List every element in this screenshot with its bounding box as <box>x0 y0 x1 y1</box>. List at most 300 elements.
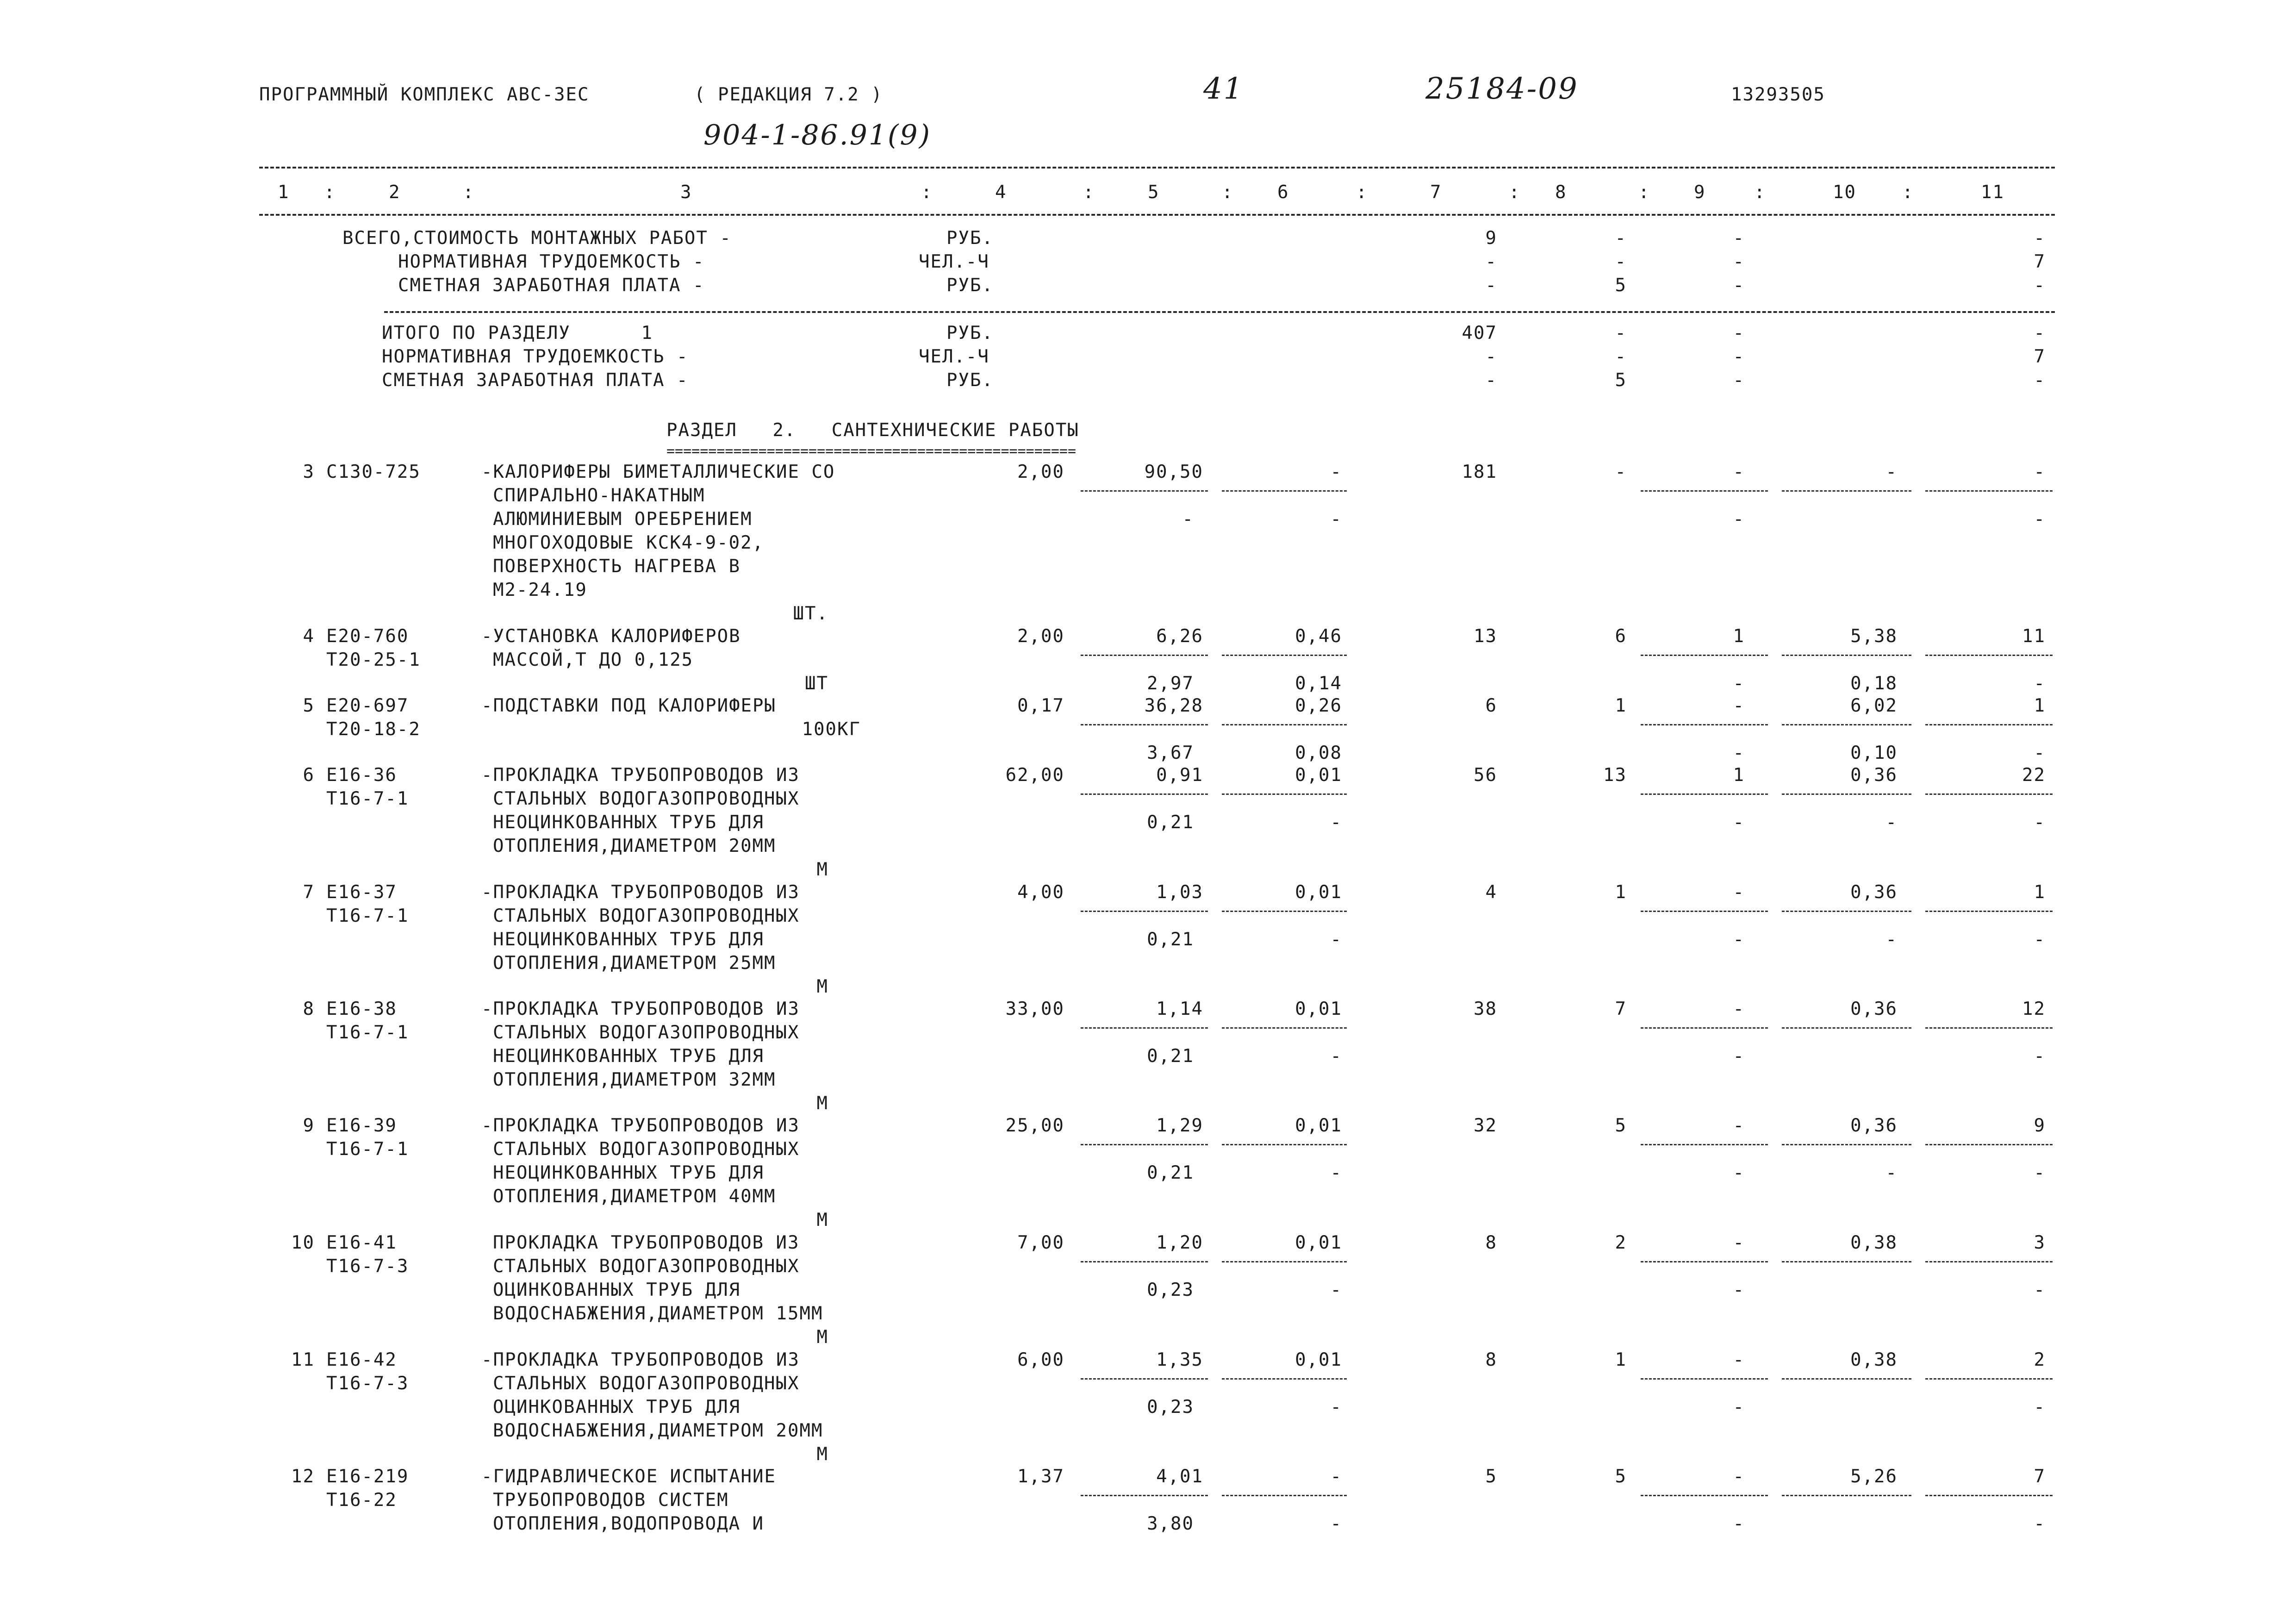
work-description-line: СТАЛЬНЫХ ВОДОГАЗОПРОВОДНЫХ <box>493 1022 800 1043</box>
value-divider <box>1081 490 1208 492</box>
value-divider <box>1641 724 1768 725</box>
value-divider <box>1782 724 1911 725</box>
value-c11: - <box>2034 462 2046 482</box>
value-c7: 5 <box>1485 1466 1497 1487</box>
value-c6: 0,26 <box>1295 695 1342 716</box>
value-divider <box>1222 490 1347 492</box>
work-description-line: СТАЛЬНЫХ ВОДОГАЗОПРОВОДНЫХ <box>493 906 800 926</box>
value-c11b: - <box>2034 812 2046 833</box>
section-title: РАЗДЕЛ 2. САНТЕХНИЧЕСКИЕ РАБОТЫ <box>666 420 1079 441</box>
value-c8: 13 <box>1603 765 1627 786</box>
value-c8: 1 <box>1615 1349 1627 1370</box>
column-number: 8 <box>1555 182 1567 203</box>
value-c8: 2 <box>1615 1232 1627 1253</box>
value-c11: 22 <box>2022 765 2046 786</box>
work-description-line: СТАЛЬНЫХ ВОДОГАЗОПРОВОДНЫХ <box>493 788 800 809</box>
value-c10b: - <box>1885 1162 1898 1183</box>
value-c9: - <box>1733 1349 1745 1370</box>
value-c9: - <box>1733 999 1745 1019</box>
value-divider <box>1081 724 1208 725</box>
value-c5: 1,29 <box>1156 1115 1203 1136</box>
value-c5: 1,20 <box>1156 1232 1203 1253</box>
work-description-line: АЛЮМИНИЕВЫМ ОРЕБРЕНИЕМ <box>493 509 753 530</box>
value-c5b: 3,67 <box>1147 743 1194 763</box>
value-c10: 6,02 <box>1850 695 1898 716</box>
value-divider <box>1925 1144 2053 1145</box>
value-c9b: - <box>1733 1162 1745 1183</box>
row-number: 4 <box>303 626 315 647</box>
rule-summary <box>384 311 2055 313</box>
value-c10: 5,38 <box>1850 626 1898 647</box>
rate-code: Е16-36 <box>326 765 397 786</box>
summary-unit: РУБ. <box>946 370 994 391</box>
measure-unit: М <box>816 1093 828 1114</box>
work-description-line: -ПРОКЛАДКА ТРУБОПРОВОДОВ ИЗ <box>481 1115 800 1136</box>
labor-code: Т20-18-2 <box>326 719 421 740</box>
value-c6: 0,01 <box>1295 1115 1342 1136</box>
value-c10: 5,26 <box>1850 1466 1898 1487</box>
work-description-line: НЕОЦИНКОВАННЫХ ТРУБ ДЛЯ <box>493 812 765 833</box>
summary-label: ВСЕГО,СТОИМОСТЬ МОНТАЖНЫХ РАБОТ - <box>342 228 732 249</box>
work-description-line: ВОДОСНАБЖЕНИЯ,ДИАМЕТРОМ 15ММ <box>493 1303 823 1324</box>
value-c6b: - <box>1330 1046 1342 1067</box>
summary-unit: ЧЕЛ.-Ч <box>919 251 989 272</box>
summary-value-c8: - <box>1615 346 1627 367</box>
value-c7: 6 <box>1485 695 1497 716</box>
value-c6: 0,01 <box>1295 1349 1342 1370</box>
value-c11b: - <box>2034 673 2046 694</box>
work-description-line: НЕОЦИНКОВАННЫХ ТРУБ ДЛЯ <box>493 1162 765 1183</box>
value-c5b: 0,21 <box>1147 929 1194 950</box>
page-number: 41 <box>1203 72 1244 106</box>
summary-label: НОРМАТИВНАЯ ТРУДОЕМКОСТЬ - <box>398 251 705 272</box>
value-divider <box>1222 1378 1347 1380</box>
summary-value-c7: - <box>1485 275 1497 296</box>
summary-value-c11: - <box>2034 370 2046 391</box>
column-separator: : <box>463 182 475 203</box>
value-divider <box>1081 1495 1208 1496</box>
work-description-line: ОТОПЛЕНИЯ,ДИАМЕТРОМ 32ММ <box>493 1069 776 1090</box>
value-c6b: - <box>1330 1513 1342 1534</box>
measure-unit: ШТ. <box>793 603 828 624</box>
summary-value-c7: - <box>1485 370 1497 391</box>
value-c6b: - <box>1330 812 1342 833</box>
labor-code: Т16-7-1 <box>326 1139 409 1160</box>
value-c11: 3 <box>2034 1232 2046 1253</box>
rate-code: С130-725 <box>326 462 421 482</box>
value-c8: 1 <box>1615 882 1627 903</box>
value-c6b: 0,08 <box>1295 743 1342 763</box>
work-description-line: НЕОЦИНКОВАННЫХ ТРУБ ДЛЯ <box>493 929 765 950</box>
row-number: 3 <box>303 462 315 482</box>
value-divider <box>1081 1144 1208 1145</box>
work-description-line: СТАЛЬНЫХ ВОДОГАЗОПРОВОДНЫХ <box>493 1139 800 1160</box>
value-c10b: 0,10 <box>1850 743 1898 763</box>
value-c11: 2 <box>2034 1349 2046 1370</box>
value-c6: 0,01 <box>1295 1232 1342 1253</box>
rate-code: Е16-42 <box>326 1349 397 1370</box>
value-c5: 90,50 <box>1144 462 1203 482</box>
value-divider <box>1925 1378 2053 1380</box>
value-c10: 0,36 <box>1850 1115 1898 1136</box>
column-separator: : <box>324 182 336 203</box>
value-c9b: - <box>1733 1397 1745 1418</box>
value-c10b: - <box>1885 812 1898 833</box>
column-separator: : <box>1222 182 1234 203</box>
value-c8: 1 <box>1615 695 1627 716</box>
value-c6: - <box>1330 1466 1342 1487</box>
measure-unit: М <box>816 1444 828 1465</box>
measure-unit: М <box>816 976 828 997</box>
value-divider <box>1782 655 1911 656</box>
column-number: 9 <box>1694 182 1706 203</box>
value-divider <box>1782 1495 1911 1496</box>
value-c10b: 0,18 <box>1850 673 1898 694</box>
column-number: 2 <box>389 182 401 203</box>
value-divider <box>1081 793 1208 795</box>
labor-code: Т16-7-3 <box>326 1256 409 1277</box>
work-description-line: СТАЛЬНЫХ ВОДОГАЗОПРОВОДНЫХ <box>493 1256 800 1277</box>
value-divider <box>1925 490 2053 492</box>
document-code: 13293505 <box>1731 84 1825 105</box>
value-c10: 0,36 <box>1850 765 1898 786</box>
value-c6: 0,01 <box>1295 882 1342 903</box>
rate-code: Е20-697 <box>326 695 409 716</box>
work-description-line: СПИРАЛЬНО-НАКАТНЫМ <box>493 485 705 506</box>
value-c9: - <box>1733 1115 1745 1136</box>
value-divider <box>1222 1027 1347 1029</box>
value-c11: 1 <box>2034 695 2046 716</box>
column-separator: : <box>1083 182 1095 203</box>
value-c6b: - <box>1330 1162 1342 1183</box>
value-c11: 9 <box>2034 1115 2046 1136</box>
value-c6b: 0,14 <box>1295 673 1342 694</box>
work-description-line: -КАЛОРИФЕРЫ БИМЕТАЛЛИЧЕСКИЕ СО <box>481 462 835 482</box>
column-number: 6 <box>1277 182 1289 203</box>
labor-code: Т16-7-1 <box>326 788 409 809</box>
summary-label: ИТОГО ПО РАЗДЕЛУ 1 <box>382 323 653 344</box>
value-divider <box>1081 655 1208 656</box>
work-description-line: ПОВЕРХНОСТЬ НАГРЕВА В <box>493 556 741 577</box>
work-description-line: -ПРОКЛАДКА ТРУБОПРОВОДОВ ИЗ <box>481 882 800 903</box>
value-divider <box>1081 1378 1208 1380</box>
value-c4: 2,00 <box>1017 462 1064 482</box>
value-c7: 181 <box>1462 462 1497 482</box>
column-number: 4 <box>995 182 1007 203</box>
work-description-line: М2-24.19 <box>493 580 587 600</box>
value-divider <box>1081 1027 1208 1029</box>
value-divider <box>1222 724 1347 725</box>
value-c7: 56 <box>1474 765 1497 786</box>
work-description-line: -ПРОКЛАДКА ТРУБОПРОВОДОВ ИЗ <box>481 999 800 1019</box>
value-divider <box>1782 793 1911 795</box>
value-divider <box>1641 1378 1768 1380</box>
value-divider <box>1925 793 2053 795</box>
summary-value-c9: - <box>1733 275 1745 296</box>
value-c11b: - <box>2034 1513 2046 1534</box>
value-c11: 11 <box>2022 626 2046 647</box>
row-number: 6 <box>303 765 315 786</box>
column-separator: : <box>1356 182 1368 203</box>
value-c10: 0,36 <box>1850 999 1898 1019</box>
summary-value-c11: - <box>2034 228 2046 249</box>
work-description-line: -ПРОКЛАДКА ТРУБОПРОВОДОВ ИЗ <box>481 765 800 786</box>
work-description-line: ТРУБОПРОВОДОВ СИСТЕМ <box>493 1490 729 1511</box>
project-code: 904-1-86.91(9) <box>703 119 931 151</box>
value-c11: 12 <box>2022 999 2046 1019</box>
work-description-line: -УСТАНОВКА КАЛОРИФЕРОВ <box>481 626 741 647</box>
work-description-line: -ПОДСТАВКИ ПОД КАЛОРИФЕРЫ <box>481 695 776 716</box>
rate-code: Е16-219 <box>326 1466 409 1487</box>
summary-value-c9: - <box>1733 346 1745 367</box>
column-number: 11 <box>1981 182 2004 203</box>
value-c6b: - <box>1330 1397 1342 1418</box>
value-divider <box>1925 724 2053 725</box>
value-divider <box>1641 793 1768 795</box>
column-number: 5 <box>1148 182 1160 203</box>
column-separator: : <box>1638 182 1650 203</box>
value-c5b: 0,23 <box>1147 1280 1194 1300</box>
work-description-line: НЕОЦИНКОВАННЫХ ТРУБ ДЛЯ <box>493 1046 765 1067</box>
value-c5b: 3,80 <box>1147 1513 1194 1534</box>
value-c6: - <box>1330 462 1342 482</box>
value-c5b: 0,21 <box>1147 1162 1194 1183</box>
value-divider <box>1782 911 1911 912</box>
summary-label: СМЕТНАЯ ЗАРАБОТНАЯ ПЛАТА - <box>398 275 705 296</box>
summary-value-c9: - <box>1733 370 1745 391</box>
value-c9b: - <box>1733 1513 1745 1534</box>
labor-code: Т20-25-1 <box>326 650 421 670</box>
value-c9b: - <box>1733 929 1745 950</box>
row-number: 11 <box>291 1349 315 1370</box>
value-divider <box>1222 655 1347 656</box>
edition-label: ( РЕДАКЦИЯ 7.2 ) <box>694 84 883 105</box>
value-divider <box>1081 911 1208 912</box>
measure-unit: ШТ <box>805 673 828 694</box>
value-divider <box>1782 1027 1911 1029</box>
value-divider <box>1925 911 2053 912</box>
value-c8: 5 <box>1615 1115 1627 1136</box>
value-c5: 1,14 <box>1156 999 1203 1019</box>
value-c4: 33,00 <box>1005 999 1064 1019</box>
value-c8: 5 <box>1615 1466 1627 1487</box>
summary-unit: РУБ. <box>946 275 994 296</box>
value-divider <box>1925 655 2053 656</box>
summary-value-c11: - <box>2034 323 2046 344</box>
labor-code: Т16-7-1 <box>326 906 409 926</box>
value-c9b: - <box>1733 509 1745 530</box>
value-c7: 32 <box>1474 1115 1497 1136</box>
work-description-line: -ГИДРАВЛИЧЕСКОЕ ИСПЫТАНИЕ <box>481 1466 776 1487</box>
summary-value-c7: 9 <box>1485 228 1497 249</box>
value-c7: 38 <box>1474 999 1497 1019</box>
work-description-line: ОТОПЛЕНИЯ,ДИАМЕТРОМ 25ММ <box>493 953 776 974</box>
value-c4: 4,00 <box>1017 882 1064 903</box>
value-c6: 0,01 <box>1295 765 1342 786</box>
value-divider <box>1782 1144 1911 1145</box>
summary-value-c7: - <box>1485 251 1497 272</box>
value-c4: 1,37 <box>1017 1466 1064 1487</box>
value-divider <box>1222 1144 1347 1145</box>
work-description-line: ОТОПЛЕНИЯ,ВОДОПРОВОДА И <box>493 1513 765 1534</box>
value-c4: 62,00 <box>1005 765 1064 786</box>
measure-unit: М <box>816 1210 828 1230</box>
summary-value-c8: - <box>1615 251 1627 272</box>
value-c7: 4 <box>1485 882 1497 903</box>
value-c9: - <box>1733 1466 1745 1487</box>
value-c5: 6,26 <box>1156 626 1203 647</box>
summary-value-c11: - <box>2034 275 2046 296</box>
column-number: 10 <box>1833 182 1856 203</box>
value-divider <box>1222 793 1347 795</box>
value-divider <box>1222 911 1347 912</box>
row-number: 5 <box>303 695 315 716</box>
work-description-line: ВОДОСНАБЖЕНИЯ,ДИАМЕТРОМ 20ММ <box>493 1420 823 1441</box>
rate-code: Е20-760 <box>326 626 409 647</box>
value-c6: 0,01 <box>1295 999 1342 1019</box>
labor-code: Т16-7-3 <box>326 1373 409 1394</box>
value-c11b: - <box>2034 1397 2046 1418</box>
value-divider <box>1925 1495 2053 1496</box>
measure-unit: М <box>816 859 828 880</box>
value-divider <box>1641 1495 1768 1496</box>
value-divider <box>1782 1378 1911 1380</box>
labor-code: Т16-7-1 <box>326 1022 409 1043</box>
rule-top <box>259 167 2055 169</box>
value-c6b: - <box>1330 509 1342 530</box>
work-description-line: СТАЛЬНЫХ ВОДОГАЗОПРОВОДНЫХ <box>493 1373 800 1394</box>
value-c5b: 0,21 <box>1147 1046 1194 1067</box>
column-number: 1 <box>278 182 290 203</box>
value-c11: 1 <box>2034 882 2046 903</box>
summary-value-c7: 407 <box>1462 323 1497 344</box>
measure-unit: М <box>816 1327 828 1348</box>
column-separator: : <box>1754 182 1766 203</box>
summary-value-c11: 7 <box>2034 346 2046 367</box>
column-separator: : <box>1509 182 1521 203</box>
labor-code: Т16-22 <box>326 1490 397 1511</box>
value-divider <box>1641 1261 1768 1262</box>
column-number: 3 <box>680 182 692 203</box>
value-c5: 4,01 <box>1156 1466 1203 1487</box>
value-c5: 1,35 <box>1156 1349 1203 1370</box>
value-c7: 8 <box>1485 1232 1497 1253</box>
value-c5: 1,03 <box>1156 882 1203 903</box>
work-description-line: МНОГОХОДОВЫЕ КСК4-9-02, <box>493 532 765 553</box>
work-description-line: МАССОЙ,Т ДО 0,125 <box>493 650 694 670</box>
value-c5b: 0,21 <box>1147 812 1194 833</box>
value-c7: 13 <box>1474 626 1497 647</box>
value-c10: 0,36 <box>1850 882 1898 903</box>
value-c8: - <box>1615 462 1627 482</box>
value-c11b: - <box>2034 1280 2046 1300</box>
work-description-line: ОТОПЛЕНИЯ,ДИАМЕТРОМ 20ММ <box>493 836 776 856</box>
value-c9b: - <box>1733 1280 1745 1300</box>
summary-value-c9: - <box>1733 228 1745 249</box>
summary-unit: ЧЕЛ.-Ч <box>919 346 989 367</box>
program-name: ПРОГРАММНЫЙ КОМПЛЕКС АВС-3ЕС <box>259 84 590 105</box>
summary-value-c8: 5 <box>1615 275 1627 296</box>
row-number: 8 <box>303 999 315 1019</box>
section-underline: ================================================= <box>666 444 1076 458</box>
value-c5b: - <box>1182 509 1194 530</box>
work-description-line: ОЦИНКОВАННЫХ ТРУБ ДЛЯ <box>493 1280 741 1300</box>
row-number: 12 <box>291 1466 315 1487</box>
value-c9: 1 <box>1733 765 1745 786</box>
value-c4: 6,00 <box>1017 1349 1064 1370</box>
value-c9: - <box>1733 882 1745 903</box>
column-separator: : <box>1902 182 1914 203</box>
value-c5b: 2,97 <box>1147 673 1194 694</box>
document-number: 25184-09 <box>1425 72 1579 106</box>
value-c10: 0,38 <box>1850 1232 1898 1253</box>
summary-value-c8: 5 <box>1615 370 1627 391</box>
value-divider <box>1222 1495 1347 1496</box>
value-c10: - <box>1885 462 1898 482</box>
value-divider <box>1641 1027 1768 1029</box>
value-c4: 0,17 <box>1017 695 1064 716</box>
value-divider <box>1081 1261 1208 1262</box>
value-c4: 25,00 <box>1005 1115 1064 1136</box>
summary-value-c11: 7 <box>2034 251 2046 272</box>
value-divider <box>1925 1261 2053 1262</box>
value-c9: - <box>1733 462 1745 482</box>
work-description-line: ОЦИНКОВАННЫХ ТРУБ ДЛЯ <box>493 1397 741 1418</box>
value-c11b: - <box>2034 1162 2046 1183</box>
value-c9: 1 <box>1733 626 1745 647</box>
row-number: 9 <box>303 1115 315 1136</box>
summary-value-c8: - <box>1615 323 1627 344</box>
rate-code: Е16-41 <box>326 1232 397 1253</box>
value-c10b: - <box>1885 929 1898 950</box>
rate-code: Е16-39 <box>326 1115 397 1136</box>
value-c4: 2,00 <box>1017 626 1064 647</box>
value-c7: 8 <box>1485 1349 1497 1370</box>
value-c8: 6 <box>1615 626 1627 647</box>
rate-code: Е16-37 <box>326 882 397 903</box>
value-divider <box>1641 1144 1768 1145</box>
value-c11b: - <box>2034 743 2046 763</box>
value-c6b: - <box>1330 1280 1342 1300</box>
value-c9b: - <box>1733 743 1745 763</box>
value-c9b: - <box>1733 673 1745 694</box>
summary-value-c7: - <box>1485 346 1497 367</box>
value-c11b: - <box>2034 929 2046 950</box>
rate-code: Е16-38 <box>326 999 397 1019</box>
value-c9: - <box>1733 1232 1745 1253</box>
value-c11b: - <box>2034 509 2046 530</box>
measure-unit: 100КГ <box>802 719 861 740</box>
rule-header <box>259 214 2055 216</box>
value-c6b: - <box>1330 929 1342 950</box>
row-number: 7 <box>303 882 315 903</box>
value-divider <box>1641 490 1768 492</box>
row-number: 10 <box>291 1232 315 1253</box>
summary-value-c9: - <box>1733 251 1745 272</box>
value-c9b: - <box>1733 1046 1745 1067</box>
value-c6: 0,46 <box>1295 626 1342 647</box>
value-c11b: - <box>2034 1046 2046 1067</box>
value-divider <box>1782 490 1911 492</box>
value-c4: 7,00 <box>1017 1232 1064 1253</box>
value-divider <box>1641 655 1768 656</box>
value-c11: 7 <box>2034 1466 2046 1487</box>
work-description-line: ОТОПЛЕНИЯ,ДИАМЕТРОМ 40ММ <box>493 1186 776 1207</box>
value-c9: - <box>1733 695 1745 716</box>
value-c5: 0,91 <box>1156 765 1203 786</box>
value-divider <box>1925 1027 2053 1029</box>
value-c9b: - <box>1733 812 1745 833</box>
